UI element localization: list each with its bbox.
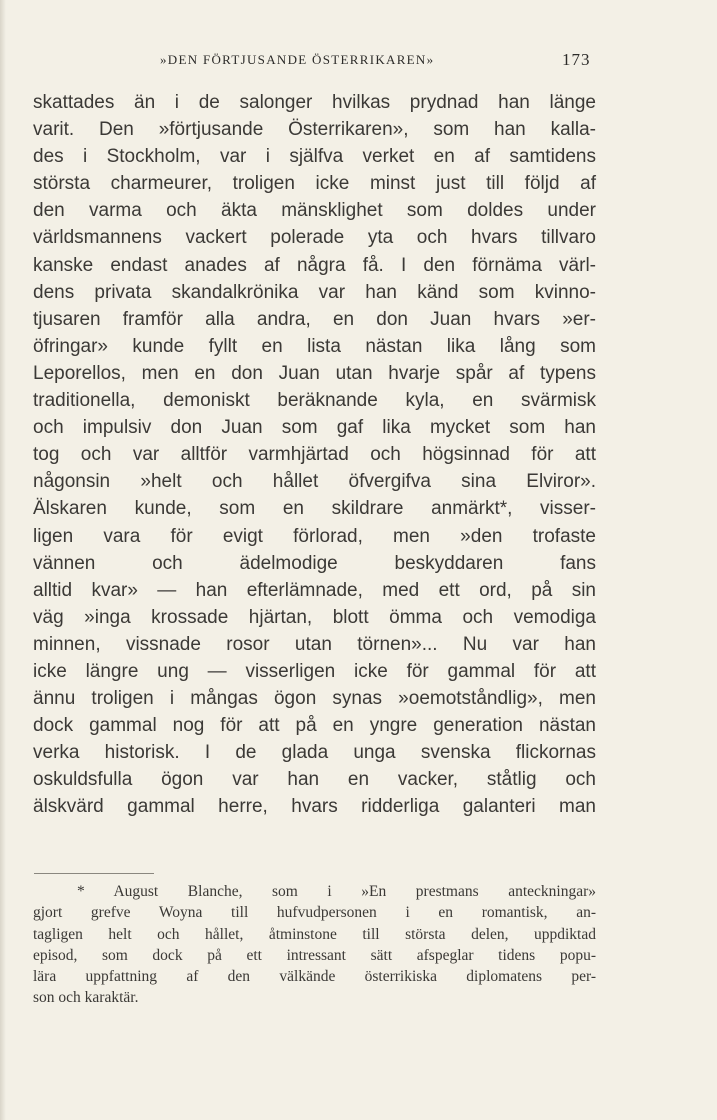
body-text bbox=[33, 89, 596, 821]
text-line: dens privata skandalkrönika var han känd som kvinno- bbox=[33, 281, 596, 303]
footnote bbox=[33, 881, 596, 1009]
footnote-line: lära uppfattning af den välkände österrikiska diplomatens per- bbox=[33, 968, 596, 986]
page-edge-shadow bbox=[0, 0, 6, 1120]
running-title: »DEN FÖRTJUSANDE ÖSTERRIKAREN» bbox=[160, 52, 435, 67]
text-line: oskuldsfulla ögon var han en vacker, ståtlig och bbox=[33, 769, 596, 791]
text-line: ligen vara för evigt förlorad, men »den trofaste bbox=[33, 525, 596, 547]
text-line: dock gammal nog för att på en yngre generation nästan bbox=[33, 715, 596, 737]
page-number: 173 bbox=[562, 50, 591, 69]
footnote-line: tagligen helt och hållet, åtminstone till största delen, uppdiktad bbox=[33, 925, 596, 943]
text-line: älskvärd gammal herre, hvars ridderliga galanteri man bbox=[33, 796, 596, 818]
text-line: Älskaren kunde, som en skildrare anmärkt*, visser- bbox=[33, 498, 596, 520]
text-line: skattades än i de salonger hvilkas prydnad han länge bbox=[33, 92, 596, 113]
footnote-line: son och karaktär. bbox=[33, 989, 139, 1007]
footnote-divider bbox=[34, 873, 154, 874]
text-line: alltid kvar» — han efterlämnade, med ett ord, på sin bbox=[33, 579, 596, 601]
text-line: och impulsiv don Juan som gaf lika mycket som han bbox=[33, 417, 596, 439]
text-line: ännu troligen i mångas ögon synas »oemotståndlig», men bbox=[33, 688, 596, 710]
text-line: vännen och ädelmodige beskyddaren fans bbox=[33, 552, 596, 574]
footnote-line: episod, som dock på ett intressant sätt afspeglar tidens popu- bbox=[33, 946, 596, 964]
text-line: traditionella, demoniskt beräknande kyla, en svärmisk bbox=[33, 390, 596, 412]
text-line: tog och var alltför varmhjärtad och högsinnad för att bbox=[33, 444, 596, 466]
footnote-line: gjort grefve Woyna till hufvudpersonen i en romantisk, an- bbox=[33, 904, 596, 922]
text-line: världsmannens vackert polerade yta och hvars tillvaro bbox=[33, 227, 596, 249]
text-line: största charmeurer, troligen icke minst just till följd af bbox=[33, 173, 596, 195]
page-header bbox=[0, 50, 717, 70]
text-line: minnen, vissnade rosor utan törnen»... Nu var han bbox=[33, 633, 596, 655]
text-line: väg »inga krossade hjärtan, blott ömma och vemodiga bbox=[33, 606, 596, 628]
text-line: varit. Den »förtjusande Österrikaren», som han kalla- bbox=[33, 119, 596, 141]
text-line: verka historisk. I de glada unga svenska flickornas bbox=[33, 742, 596, 764]
text-line: den varma och äkta mänsklighet som doldes under bbox=[33, 200, 596, 222]
text-line: kanske endast anades af några få. I den förnäma värl- bbox=[33, 254, 596, 276]
text-line: någonsin »helt och hållet öfvergifva sina Elviror». bbox=[33, 471, 596, 493]
text-line: tjusaren framför alla andra, en don Juan hvars »er- bbox=[33, 308, 596, 330]
footnote-line: * August Blanche, som i »En prestmans anteckningar» bbox=[77, 883, 596, 900]
text-line: icke längre ung — visserligen icke för gammal för att bbox=[33, 660, 596, 682]
text-line: Leporellos, men en don Juan utan hvarje spår af typens bbox=[33, 362, 596, 384]
text-line: öfringar» kunde fyllt en lista nästan lika lång som bbox=[33, 335, 596, 357]
text-line: des i Stockholm, var i själfva verket en af samtidens bbox=[33, 146, 596, 168]
